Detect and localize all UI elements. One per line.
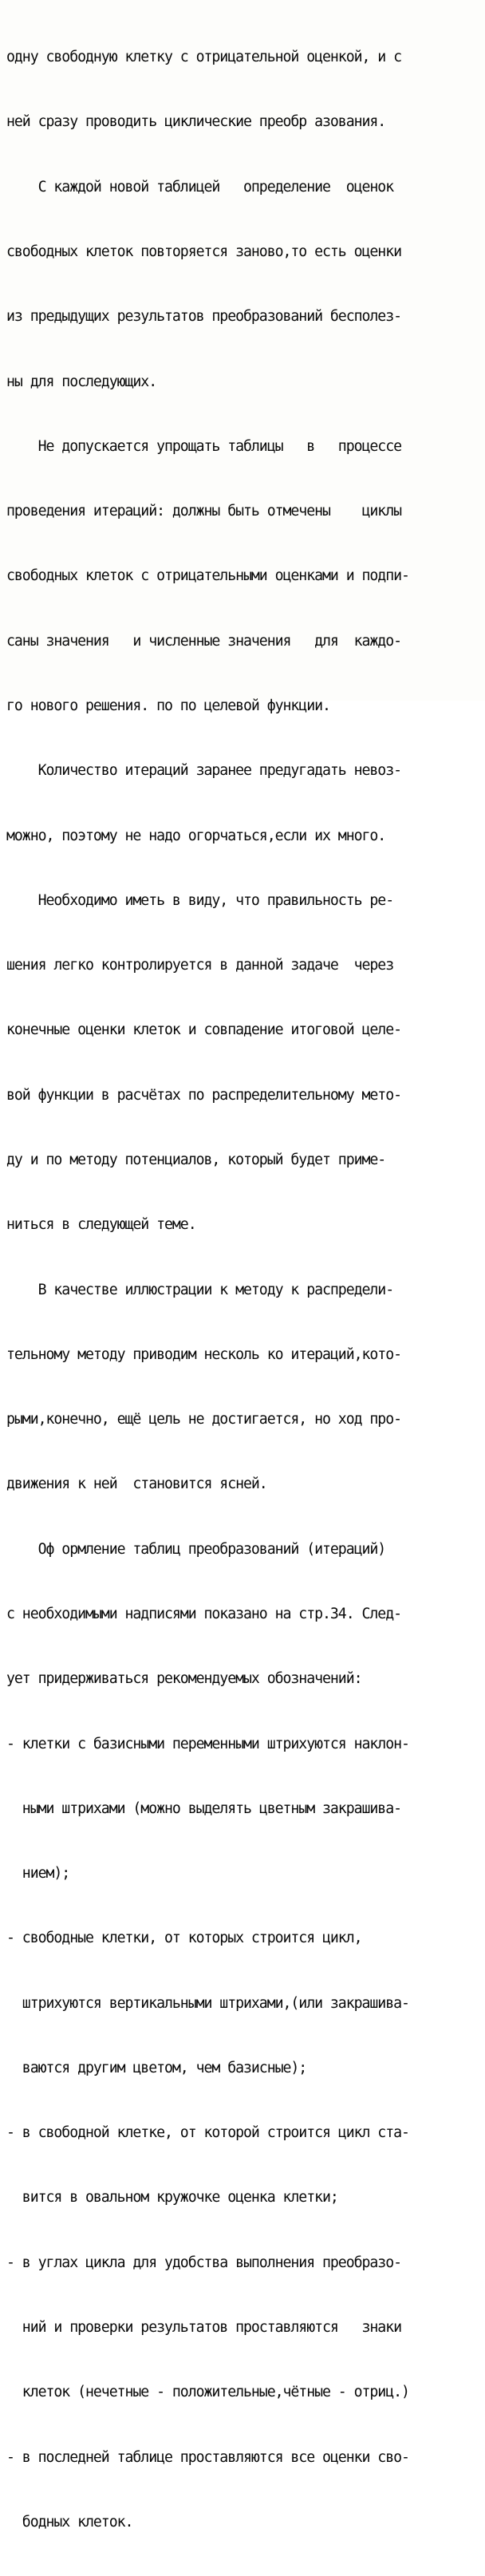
list-item-line: - свободные клетки, от которых строится цикл, xyxy=(6,1930,362,1947)
text-line: го нового решения. по по целевой функции. xyxy=(6,697,330,714)
text-line: свободных клеток повторяется заново,то есть оценки xyxy=(6,243,401,261)
list-item-line: бодных клеток. xyxy=(6,2513,133,2531)
text-line: саны значения и численные значения для каждо- xyxy=(6,632,401,650)
document-body xyxy=(6,3,480,2576)
text-line: свободных клеток с отрицательными оценками и подпи- xyxy=(6,567,409,585)
text-line: Количество итераций заранее предугадать невоз- xyxy=(6,762,401,780)
text-line: ниться в следующей теме. xyxy=(6,1216,196,1234)
text-line: можно, поэтому не надо огорчаться,если их много. xyxy=(6,827,386,844)
text-line: Необходимо иметь в виду, что правильность ре- xyxy=(6,891,394,909)
text-line: движения к ней становится ясней. xyxy=(6,1476,267,1493)
text-line: из предыдущих результатов преобразований бесполез- xyxy=(6,308,401,326)
text-line: ду и по методу потенциалов, который будет приме- xyxy=(6,1151,386,1168)
text-line: В качестве иллюстрации к методу к распредели- xyxy=(6,1281,394,1298)
list-item-line: ний и проверки результатов проставляются знаки xyxy=(6,2319,401,2337)
text-line: Не допускается упрощать таблицы в процессе xyxy=(6,437,401,455)
text-line: ует придерживаться рекомендуемых обозначений: xyxy=(6,1670,362,1688)
text-line: вой функции в расчётах по распределительному мето- xyxy=(6,1086,401,1104)
text-line: Оф ормление таблиц преобразований (итераций) xyxy=(6,1540,386,1558)
list-item-line: нием); xyxy=(6,1865,70,1883)
list-item-line: - клетки с базисными переменными штрихуются наклон- xyxy=(6,1735,409,1752)
text-line: рыми,конечно, ещё цель не достигается, но ход про- xyxy=(6,1411,401,1428)
text-line: ней сразу проводить циклические преобр азования. xyxy=(6,113,386,131)
text-line: проведения итераций: должны быть отмечены циклы xyxy=(6,503,401,520)
text-line: ны для последующих. xyxy=(6,373,157,390)
list-item-line: - в последней таблице проставляются все оценки сво- xyxy=(6,2448,409,2466)
list-item-line: ными штрихами (можно выделять цветным закрашива- xyxy=(6,1800,401,1817)
text-line: шения легко контролируется в данной задаче через xyxy=(6,957,394,974)
list-item-line: - в углах цикла для удобства выполнения преобразо- xyxy=(6,2254,401,2271)
text-line: тельному методу приводим несколь ко итераций,кото- xyxy=(6,1345,401,1363)
text-line: конечные оценки клеток и совпадение итоговой целе- xyxy=(6,1021,401,1039)
text-line: с необходимыми надписями показано на стр.34. След- xyxy=(6,1605,401,1622)
list-item-line: - в свободной клетке, от которой строится цикл ста- xyxy=(6,2124,409,2142)
text-line: С каждой новой таблицей определение оценок xyxy=(6,178,394,196)
text-line: одну свободную клетку с отрицательной оценкой, и с xyxy=(6,49,401,66)
list-item-line: клеток (нечетные - положительные,чётные - отриц.) xyxy=(6,2384,409,2401)
list-item-line: ваются другим цветом, чем базисные); xyxy=(6,2059,307,2076)
list-item-line: вится в овальном кружочке оценка клетки; xyxy=(6,2189,338,2207)
list-item-line: штрихуются вертикальными штрихами,(или закрашива- xyxy=(6,1994,409,2012)
